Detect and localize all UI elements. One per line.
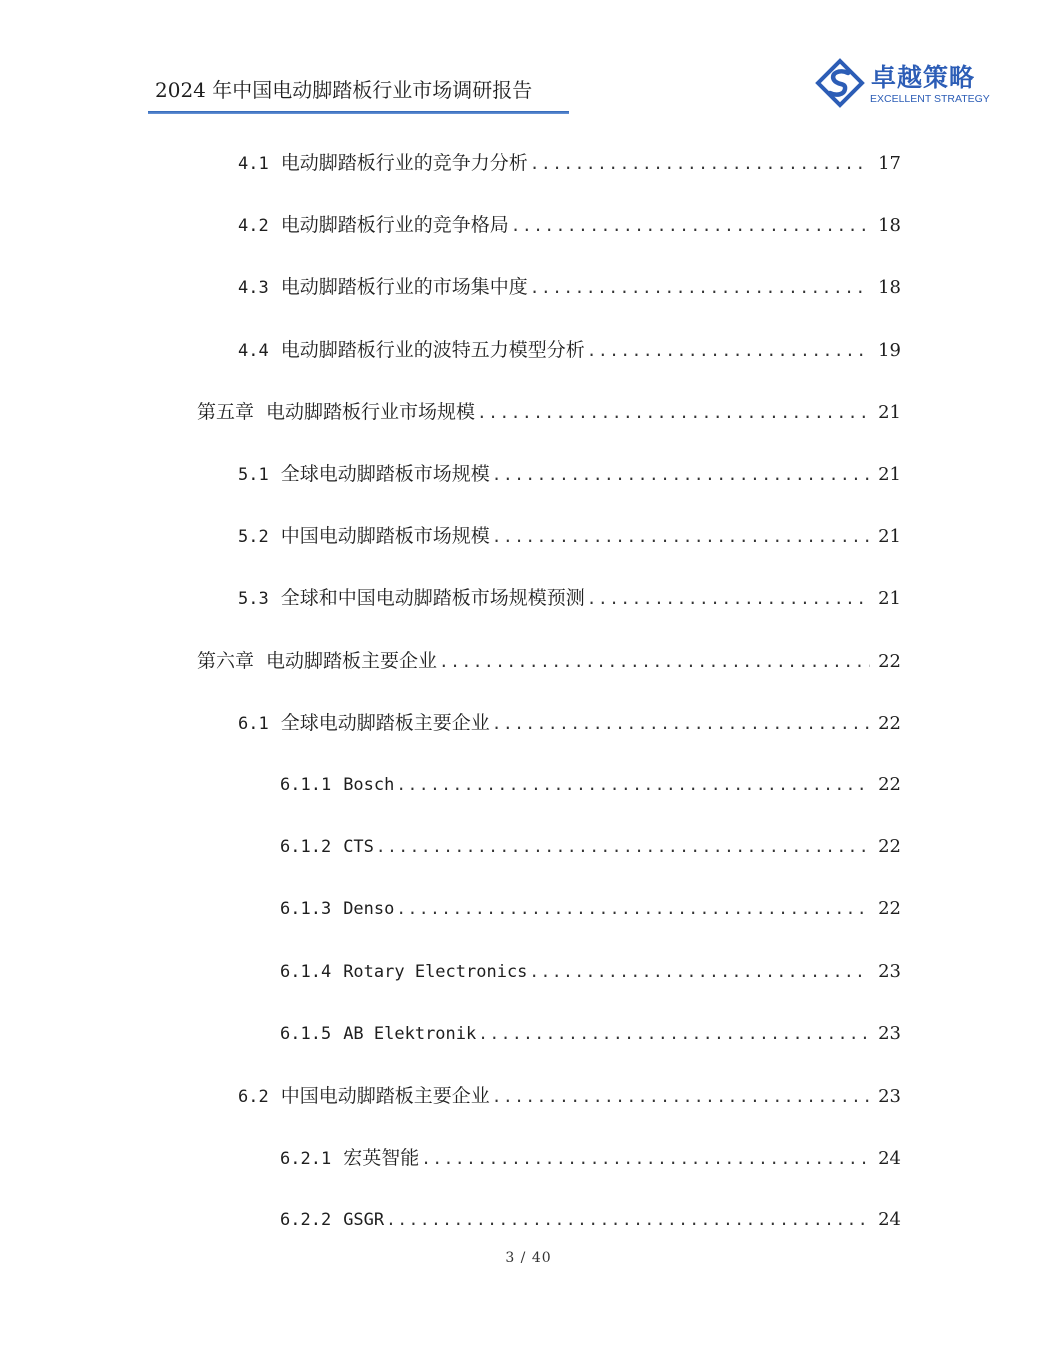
toc-entry-title: 电动脚踏板行业的竞争格局 (280, 214, 509, 236)
toc-entry[interactable] (238, 211, 901, 239)
toc-entry-page: 23 (878, 1086, 901, 1107)
toc-entry-title: 电动脚踏板行业市场规模 (266, 401, 476, 423)
brand-name-cn: 卓越策略 (871, 63, 976, 92)
toc-entry-page: 22 (878, 774, 901, 795)
toc-entry-number: 6.2.1 (280, 1149, 332, 1169)
toc-entry-page: 23 (878, 1023, 901, 1044)
toc-entry-title: 全球和中国电动脚踏板市场规模预测 (280, 587, 585, 609)
toc-entry-number: 5.3 (238, 589, 269, 609)
toc-dot-leader (396, 771, 870, 799)
toc-entry[interactable] (280, 771, 901, 799)
toc-entry-page: 19 (878, 340, 901, 361)
toc-entry[interactable] (238, 336, 901, 364)
toc-entry-title: 全球电动脚踏板市场规模 (280, 463, 490, 485)
toc-entry-title: 中国电动脚踏板市场规模 (280, 525, 490, 547)
toc-entry-page: 24 (878, 1148, 901, 1169)
toc-dot-leader (477, 399, 870, 427)
toc-dot-leader (530, 150, 870, 178)
toc-entry-number: 6.1.3 (280, 899, 332, 919)
toc-entry-number: 6.1.2 (280, 837, 332, 857)
toc-entry-title: 电动脚踏板主要企业 (266, 650, 438, 672)
toc-entry-title: 宏英智能 (343, 1147, 420, 1169)
toc-dot-leader (511, 212, 870, 240)
toc-entry-page: 22 (878, 836, 901, 857)
toc-entry-number: 6.1.1 (280, 775, 332, 795)
toc-entry-page: 21 (878, 402, 901, 423)
toc-entry-number: 6.2.2 (280, 1210, 332, 1230)
toc-entry[interactable] (238, 1082, 901, 1110)
toc-entry-number: 4.2 (238, 216, 269, 236)
toc-entry-page: 22 (878, 898, 901, 919)
toc-entry-number: 4.1 (238, 154, 269, 174)
toc-dot-leader (492, 1083, 870, 1111)
toc-entry-number: 5.2 (238, 527, 269, 547)
toc-entry[interactable] (238, 149, 901, 177)
toc-entry-page: 18 (878, 215, 901, 236)
toc-entry-page: 17 (878, 153, 901, 174)
toc-entry-number: 4.3 (238, 278, 269, 298)
toc-entry[interactable] (280, 958, 901, 986)
toc-dot-leader (478, 1020, 870, 1048)
toc-dot-leader (376, 833, 870, 861)
toc-entry-number: 4.4 (238, 341, 269, 361)
toc-entry-page: 22 (878, 651, 901, 672)
toc-dot-leader (439, 648, 870, 676)
toc-entry[interactable] (280, 1144, 901, 1172)
toc-dot-leader (530, 274, 870, 302)
toc-entry-number: 5.1 (238, 465, 269, 485)
toc-entry-title: CTS (343, 837, 374, 857)
toc-entry-title: 电动脚踏板行业的市场集中度 (280, 276, 528, 298)
toc-entry-title: AB Elektronik (343, 1024, 477, 1044)
toc-entry-title: Bosch (343, 775, 395, 795)
toc-entry-title: 中国电动脚踏板主要企业 (280, 1085, 490, 1107)
brand-name-en: EXCELLENT STRATEGY (870, 93, 990, 105)
toc-entry-number: 6.2 (238, 1087, 269, 1107)
toc-entry[interactable] (280, 1206, 901, 1234)
toc-entry[interactable] (197, 647, 901, 675)
toc-entry[interactable] (197, 398, 901, 426)
toc-dot-leader (421, 1145, 870, 1173)
toc-entry-title: 电动脚踏板行业的竞争力分析 (280, 152, 528, 174)
toc-entry[interactable] (280, 895, 901, 923)
toc-entry[interactable] (238, 460, 901, 488)
toc-entry-page: 24 (878, 1209, 901, 1230)
toc-entry-title: 电动脚踏板行业的波特五力模型分析 (280, 339, 585, 361)
toc-entry-title: 全球电动脚踏板主要企业 (280, 712, 490, 734)
toc-dot-leader (587, 585, 870, 613)
toc-entry-page: 21 (878, 464, 901, 485)
toc-dot-leader (587, 337, 870, 365)
toc-entry-number: 第五章 (197, 401, 255, 423)
toc-entry-page: 22 (878, 713, 901, 734)
toc-entry[interactable] (238, 522, 901, 550)
toc-entry[interactable] (238, 709, 901, 737)
page-number: 3 / 40 (505, 1250, 552, 1266)
toc-entry-title: Rotary Electronics (343, 962, 528, 982)
toc-entry[interactable] (238, 273, 901, 301)
toc-entry-page: 18 (878, 277, 901, 298)
toc-entry-title: Denso (343, 899, 395, 919)
toc-entry[interactable] (280, 1020, 901, 1048)
toc-entry-number: 6.1 (238, 714, 269, 734)
toc-entry-page: 23 (878, 961, 901, 982)
toc-dot-leader (492, 523, 870, 551)
toc-entry-page: 21 (878, 588, 901, 609)
toc-entry-number: 6.1.5 (280, 1024, 332, 1044)
toc-entry-number: 第六章 (197, 650, 255, 672)
toc-entry[interactable] (238, 584, 901, 612)
toc-entry[interactable] (280, 833, 901, 861)
toc-dot-leader (386, 1206, 870, 1234)
toc-entry-number: 6.1.4 (280, 962, 332, 982)
report-title: 2024 年中国电动脚踏板行业市场调研报告 (155, 78, 533, 102)
toc-entry-page: 21 (878, 526, 901, 547)
toc-dot-leader (529, 958, 870, 986)
toc-dot-leader (396, 895, 870, 923)
toc-entry-title: GSGR (343, 1210, 385, 1230)
toc-dot-leader (492, 461, 870, 489)
toc-dot-leader (492, 710, 870, 738)
